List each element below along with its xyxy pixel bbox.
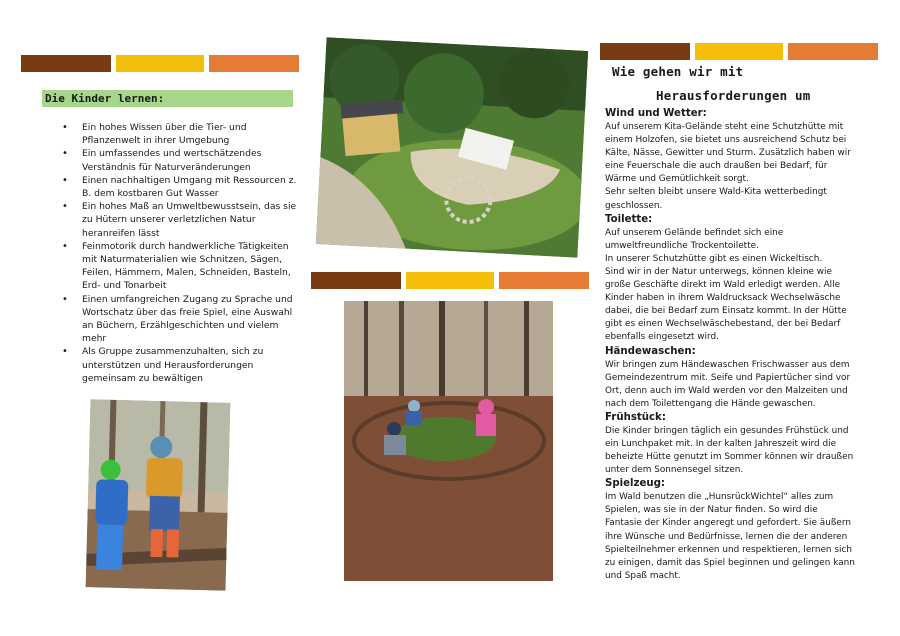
right-title-line2: Herausforderungen um	[656, 88, 811, 103]
right-title-line1: Wie gehen wir mit	[612, 64, 744, 79]
photo-aerial-site	[316, 37, 588, 257]
photo-forest-circle	[344, 301, 553, 581]
list-item: • Ein hohes Maß an Umweltbewusstsein, das sie zu Hütern unserer verletzlichen Natur heranreifen lässt	[62, 200, 298, 240]
section-heading: Toilette:	[605, 213, 653, 225]
list-item: • Ein umfassendes und wertschätzendes Verständnis für Naturveränderungen	[62, 147, 298, 173]
section-heading: Wind und Wetter:	[605, 108, 707, 119]
section-text: Auf unserem Gelände befindet sich eine umweltfreundliche Trockentoilette. In unserer Schutzhütte gibt es einen Wickeltisch. Sind wir in der Natur unterwegs, können kleine wie große Geschäfte direkt im Wald erledigt werden. Alle Kinder haben in ihrem Waldrucksack Wechselwäsche dabei, die bei Bedarf zum Einsatz kommt. In der Hütte gibt es einen Wechselwäschebestand, der bei Bedarf ebenfalls eingesetzt wird.	[605, 227, 847, 343]
list-item: • Feinmotorik durch handwerkliche Tätigkeiten mit Naturmaterialien wie Schnitzen, Sägen, Feilen, Hämmern, Malen, Schneiden, Basteln, Erd- und Tonarbeit	[62, 240, 298, 293]
section-text: Die Kinder bringen täglich ein gesundes Frühstück und ein Lunchpaket mit. In der kalten Jahreszeit wird die beheizte Hütte genutzt im Sommer können wir draußen unter dem Sonnensegel sitzen.	[605, 425, 854, 476]
color-bar-brown	[21, 55, 111, 72]
section-heading: Spielzeug:	[605, 478, 665, 490]
list-item: • Einen nachhaltigen Umgang mit Ressourcen z. B. dem kostbaren Gut Wasser	[62, 174, 298, 200]
section-text: Auf unserem Kita-Gelände steht eine Schutzhütte mit einem Holzofen, sie bietet uns ausreichend Schutz bei Kälte, Nässe, Gewitter und Sturm. Zusätzlich haben wir eine Feuerschale die auch draußen bei Bedarf, für Wärme und Gemütlichkeit sorgt. Sehr selten bleibt unsere Wald-Kita wetterbedingt geschlossen.	[605, 122, 851, 211]
section-heading: Frühstück:	[605, 411, 666, 423]
color-bar-brown	[600, 43, 690, 60]
color-bar-orange	[209, 55, 299, 72]
list-item: • Ein hohes Wissen über die Tier- und Pflanzenwelt in ihrer Umgebung	[62, 121, 298, 147]
section-heading: Händewaschen:	[605, 345, 696, 357]
left-heading: Die Kinder lernen:	[42, 90, 293, 107]
section-text: Wir bringen zum Händewaschen Frischwasser aus dem Gemeindezentrum mit. Seife und Papiertücher sind vor Ort, denn auch im Wald werden vor den Malzeiten und nach dem Toilettengang die Hände gewaschen.	[605, 359, 851, 409]
list-item: • Einen umfangreichen Zugang zu Sprache und Wortschatz über das freie Spiel, eine Auswahl an Büchern, Erzählgeschichten und vielem mehr	[62, 293, 298, 346]
photo-children-climbing	[86, 399, 231, 591]
color-bar-orange	[788, 43, 878, 60]
color-bar-brown	[311, 272, 401, 289]
right-column	[605, 107, 855, 583]
list-item: • Als Gruppe zusammenzuhalten, sich zu unterstützen und Herausforderungen gemeinsam zu bewältigen	[62, 345, 298, 385]
color-bar-orange	[499, 272, 589, 289]
section-text: Im Wald benutzen die „HunsrückWichtel“ alles zum Spielen, was sie in der Natur finden. So wird die Fantasie der Kinder angeregt und gefordert. Sie äußern ihre Wünsche und Bedürfnisse, lernen die der anderen Spielteilnehmer erkennen und respektieren, lernen sich zu einigen, damit das Spiel beginnen und gelingen kann und Spaß macht.	[605, 492, 855, 581]
color-bar-yellow	[695, 43, 783, 60]
color-bar-yellow	[406, 272, 494, 289]
color-bar-yellow	[116, 55, 204, 72]
learning-list	[62, 121, 298, 385]
